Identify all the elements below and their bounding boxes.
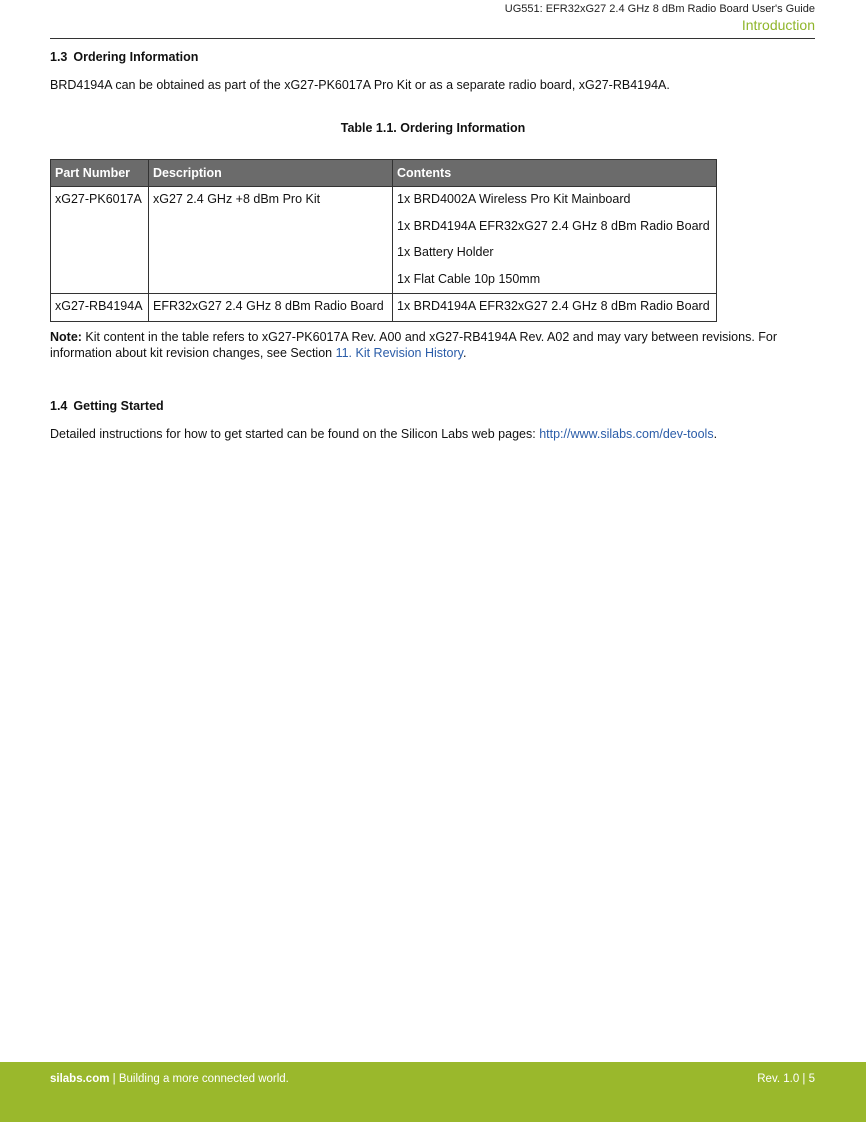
heading-getting-started [50, 399, 164, 413]
description-cell: xG27 2.4 GHz +8 dBm Pro Kit [149, 187, 393, 294]
part-number-cell: xG27-RB4194A [51, 294, 149, 322]
footer-revision-page: Rev. 1.0 | 5 [757, 1073, 815, 1085]
note-label: Note: [50, 330, 82, 344]
heading-number: 1.3 [50, 50, 68, 64]
table-note: Note: Kit content in the table refers to xG27-PK6017A Rev. A00 and xG27-RB4194A Rev. A02 and may vary between revisions. For information about kit revision changes, see Section 11. Kit Revision History. [50, 330, 778, 360]
heading-number: 1.4 [50, 399, 68, 413]
document-title: UG551: EFR32xG27 2.4 GHz 8 dBm Radio Board User's Guide [504, 3, 815, 15]
table-row [51, 294, 717, 322]
page-footer [0, 1062, 866, 1122]
contents-item: 1x BRD4194A EFR32xG27 2.4 GHz 8 dBm Radio Board [397, 299, 710, 313]
col-header-description: Description [149, 160, 393, 187]
ordering-table [50, 159, 717, 322]
footer-tagline: silabs.com | Building a more connected world. [50, 1073, 289, 1085]
contents-item: 1x BRD4002A Wireless Pro Kit Mainboard [397, 192, 631, 206]
table-header-row [51, 160, 717, 187]
contents-item: 1x Battery Holder [397, 245, 494, 259]
contents-cell [393, 187, 717, 294]
heading-ordering-information [50, 50, 198, 64]
kit-revision-history-link[interactable]: 11. Kit Revision History [335, 346, 463, 360]
footer-site: silabs.com [50, 1073, 110, 1085]
description-cell: EFR32xG27 2.4 GHz 8 dBm Radio Board [149, 294, 393, 322]
ordering-paragraph: BRD4194A can be obtained as part of the xG27-PK6017A Pro Kit or as a separate radio board, xG27-RB4194A. [50, 78, 670, 92]
heading-text: Getting Started [73, 399, 164, 413]
heading-text: Ordering Information [73, 50, 199, 64]
note-text: Kit content in the table refers to xG27-PK6017A Rev. A00 and xG27-RB4194A Rev. A02 and may vary between revisions. For information about kit revision changes, see Section [50, 330, 778, 360]
contents-item: 1x Flat Cable 10p 150mm [397, 271, 541, 286]
col-header-part-number: Part Number [51, 160, 149, 187]
part-number-cell: xG27-PK6017A [51, 187, 149, 294]
contents-item: 1x BRD4194A EFR32xG27 2.4 GHz 8 dBm Radio Board [397, 218, 710, 233]
header-divider [50, 38, 815, 39]
table-row [51, 187, 717, 294]
col-header-contents: Contents [393, 160, 717, 187]
section-name: Introduction [741, 17, 815, 33]
getting-started-paragraph: Detailed instructions for how to get started can be found on the Silicon Labs web pages: http://www.silabs.com/dev-tools. [50, 427, 718, 441]
dev-tools-link[interactable]: http://www.silabs.com/dev-tools [539, 427, 714, 441]
contents-cell [393, 294, 717, 322]
table-caption: Table 1.1. Ordering Information [340, 121, 526, 135]
